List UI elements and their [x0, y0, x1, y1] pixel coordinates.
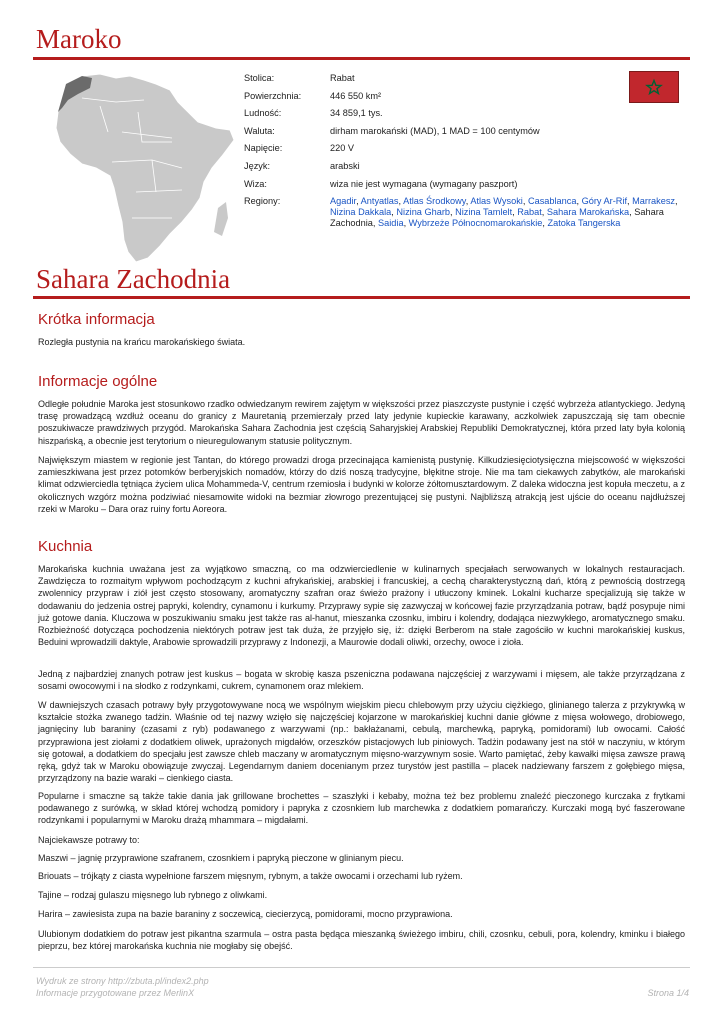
- regions-list: Agadir, Antyatlas, Atlas Środkowy, Atlas Wysoki, Casablanca, Góry Ar-Rif, Marrakesz, Nizina Dakkala, Nizina Gharb, Nizina Tamlelt, Rabat, Sahara Marokańska, Sahara Zachodnia, Saidia, Wybrzeże Północnomarokańskie, Zatoka Tangerska: [330, 196, 678, 229]
- section-title-general: Informacje ogólne: [38, 373, 158, 390]
- info-row-visa: [244, 179, 680, 197]
- flag-star-icon: [630, 72, 678, 102]
- info-row-population: [244, 108, 680, 126]
- info-value: wiza nie jest wymagana (wymagany paszport): [330, 178, 518, 189]
- dish-item: Ulubionym dodatkiem do potraw jest pikantna szarmula – ostra pasta będąca mieszanką świeżego imbiru, chili, czosnku, cebuli, pora, kolendry, kminku i białego pieprzu, bez której marokańska kuchnia nie mogłaby się obejść.: [38, 929, 685, 952]
- info-value: Rabat: [330, 73, 355, 83]
- section-title-short: Krótka informacja: [38, 311, 155, 328]
- dish-item: Tajine – rodzaj gulaszu mięsnego lub rybnego z oliwkami.: [38, 890, 268, 900]
- general-paragraph-2: Największym miastem w regionie jest Tantan, do którego prowadzi droga przecinająca kamienistą pustynię. Kilkudziesięciotysięczna miejscowość w większości zamieszkiwana jest przez potomków berberyjskich nomadów, którzy do dziś noszą tradycyjne, błękitne stroje. Nie ma tam ciekawych zabytków, ale marokański klimat odzwierciedla tętniąca życiem ulica Mohammeda-V, centrum rzemiosła i budynki w kolorze żółtomusztardowym. Z daleka widoczna jest kopuła meczetu, a z okolicznych wzgórz można podziwiać niesamowite widoki na bezmiar złowrogo prezentującej się pustyni. Najbliższą atrakcją jest ujście do oceanu najdłuższej rzeki w Maroku – Dara oraz ruiny fortu Aoreora.: [38, 455, 685, 514]
- region-link[interactable]: Casablanca: [527, 196, 577, 207]
- info-row-voltage: [244, 143, 680, 161]
- cuisine-paragraph-2: Jedną z najbardziej znanych potraw jest kuskus – bogata w skrobię kasza pszeniczna podawana najczęściej z warzywami i mięsem, ale także przyrządzana z sosami owocowymi i na słodko z rodzynkami, cukrem, cynamonem oraz mlekiem.: [38, 669, 685, 692]
- region-link[interactable]: Góry Ar-Rif: [581, 196, 628, 207]
- region-link[interactable]: Sahara Marokańska: [546, 207, 630, 218]
- flag-morocco: [629, 71, 679, 103]
- footer-print-source: Wydruk ze strony http://zbuta.pl/index2.php: [36, 976, 209, 986]
- dish-item: Harira – zawiesista zupa na bazie baraniny z soczewicą, ciecierzycą, pomidorami, mocno przyprawiona.: [38, 909, 453, 919]
- info-label: Język:: [244, 160, 271, 171]
- info-value: arabski: [330, 160, 360, 171]
- info-label: Ludność:: [244, 108, 282, 119]
- footer-rule: [33, 967, 690, 968]
- footer-page-number: Strona 1/4: [647, 988, 689, 998]
- region-text: Sahara Zachodnia: [330, 207, 664, 229]
- info-row-area: [244, 91, 680, 109]
- region-link[interactable]: Agadir: [330, 196, 357, 207]
- info-row-regions: [244, 196, 680, 229]
- short-text: Rozległa pustynia na krańcu marokańskiego świata.: [38, 337, 246, 347]
- info-value: 220 V: [330, 143, 355, 154]
- section-title-cuisine: Kuchnia: [38, 538, 93, 555]
- info-row-currency: [244, 126, 680, 144]
- info-table: [244, 73, 680, 229]
- region-link[interactable]: Zatoka Tangerska: [547, 218, 621, 229]
- region-link[interactable]: Atlas Środkowy: [403, 196, 466, 207]
- info-value: dirham marokański (MAD), 1 MAD = 100 centymów: [330, 125, 540, 136]
- info-row-capital: [244, 73, 680, 91]
- dish-item: Maszwi – jagnię przyprawione szafranem, czosnkiem i papryką pieczone w glinianym piecu.: [38, 853, 404, 863]
- africa-continent-shape: [56, 74, 234, 262]
- region-rule: [33, 296, 690, 299]
- info-label: Wiza:: [244, 178, 267, 189]
- title-rule: [33, 57, 690, 60]
- cuisine-paragraph-1: Marokańska kuchnia uważana jest za wyjątkowo smaczną, co ma odzwierciedlenie w kulinarnych specjałach serwowanych w lokalnych restauracjach. Zawdzięcza to rozmaitym wpływom pochodzącym z kuchni afrykańskiej, arabskiej i francuskiej, a cechą charakterystyczną dań, którą z pewnością dostrzegą zwolennicy przypraw i ziół jest często stosowany, aromatyczny szafran oraz świeżo prażony i utłuczony kminek. Lokalni kucharze specjalizują się także w dodawaniu do jedzenia ostrej papryki, kolendry, cynamonu i kurkumy. Przyprawy sypie się zazwyczaj w końcowej fazie przyrządzania potraw, bądź posypuje nimi już gotowe dania. Kluczowa w poszukiwaniu smaku jest także ras al-hanut, mieszanka czosnku, imbiru i kolendry, dodająca niezwykłego, aromatycznego smaku. Rozbieżność dotycząca pochodzenia niektórych potraw jest tak duża, że przyjęło się, iż: dzięki Berberom na stałe zagościło w kuchni marokańskiej kuskus, Beduini wprowadzili daktyle, Arabowie sprowadzili przyprawy z Indonezji, a Maurowie dodali oliwki, orzechy, owoce i zioła.: [38, 564, 685, 648]
- general-paragraph-1: Odległe południe Maroka jest stosunkowo rzadko odwiedzanym rewirem zajętym w większości przez piaszczyste pustynie i część wybrzeża atlantyckiego. Jedyną trasę prowadzącą wzdłuż oceanu do granicy z Mauretanią przemierzały przed laty jedynie kupieckie karawany, aczkolwiek zapuszczają się tam obecnie poszukiwacze prawdziwych przygód. Marokańska Sahara Zachodnia jest częścią Saharyjskiej Arabskiej Republiki Demokratycznej, która przed laty była kolonią hiszpańską, a obecnie jest terytorium o nieuregulowanym statusie politycznym.: [38, 399, 685, 446]
- region-link[interactable]: Saidia: [378, 218, 404, 229]
- info-value: 34 859,1 tys.: [330, 108, 383, 119]
- region-link[interactable]: Rabat: [517, 207, 542, 218]
- cuisine-paragraph-4: Popularne i smaczne są także takie dania jak grillowane brochettes – szaszłyki i kebaby, można też bez problemu znaleźć pieczonego kurczaka z frytkami podawanego z surówką, w skład której wchodzą pomidory i papryka z czosnkiem lub marchewka z dodatkiem pomarańczy. Kurczaki mogą być faszerowane rodzynkami i popularnymi w Maroku drażą mhammara – migdałami.: [38, 791, 685, 826]
- info-label: Regiony:: [244, 196, 281, 207]
- region-link[interactable]: Wybrzeże Północnomarokańskie: [408, 218, 543, 229]
- info-label: Stolica:: [244, 73, 275, 83]
- region-link[interactable]: Antyatlas: [360, 196, 399, 207]
- region-link[interactable]: Atlas Wysoki: [470, 196, 523, 207]
- region-link[interactable]: Nizina Gharb: [396, 207, 451, 218]
- region-link[interactable]: Marrakesz: [632, 196, 676, 207]
- region-link[interactable]: Nizina Tamlelt: [455, 207, 513, 218]
- info-label: Waluta:: [244, 125, 275, 136]
- info-label: Powierzchnia:: [244, 90, 302, 101]
- region-title: Sahara Zachodnia: [36, 264, 231, 294]
- africa-map: [52, 72, 238, 268]
- cuisine-paragraph-3: W dawniejszych czasach potrawy były przygotowywane nocą we wspólnym wiejskim piecu chlebowym przy użyciu ciężkiego, glinianego talerza z przykrywką w kształcie stożka zwanego tadżin. Właśnie od tej nazwy wzięło się najczęściej kojarzone w marokańskiej kuchni danie główne z mięsa wołowego, drobiowego, jagnięciny lub baraniny (czasami z ryb) podawanego z warzywami (np.: bakłażanami, cebulą, marchewką, papryką, pomidorami) lub owocami. Całość przyprawiona jest ziołami z dodatkiem oliwek, uprażonych migdałów, orzeszków pistacjowych lub piniowych. Tadżin podawany jest na stół w naczyniu, w którym się gotował, a dodatkiem do specjału jest zawsze chleb maczany w aromatycznym mięsno-warzywnym sosie. Warto pamiętać, żeby kawałki mięsa zawsze prawą ręką, gdyż tak w Maroku obowiązuje zwyczaj. Legendarnym daniem docenianym przez turystów jest pastilla – placek nadziewany farszem z gołębiego mięsa, przyrządzony na bazie waraki – cienkiego ciasta.: [38, 700, 685, 784]
- madagascar-shape: [214, 202, 228, 236]
- info-row-language: [244, 161, 680, 179]
- footer-author: Informacje przygotowane przez MerlinX: [36, 988, 195, 998]
- dish-list-intro: Najciekawsze potrawy to:: [38, 835, 140, 845]
- info-label: Napięcie:: [244, 143, 283, 154]
- dish-item: Briouats – trójkąty z ciasta wypełnione farszem mięsnym, rybnym, a także owocami i orzechami lub ryżem.: [38, 871, 463, 881]
- info-value: 446 550 km²: [330, 90, 382, 101]
- region-link[interactable]: Nizina Dakkala: [330, 207, 392, 218]
- country-title: Maroko: [36, 24, 122, 54]
